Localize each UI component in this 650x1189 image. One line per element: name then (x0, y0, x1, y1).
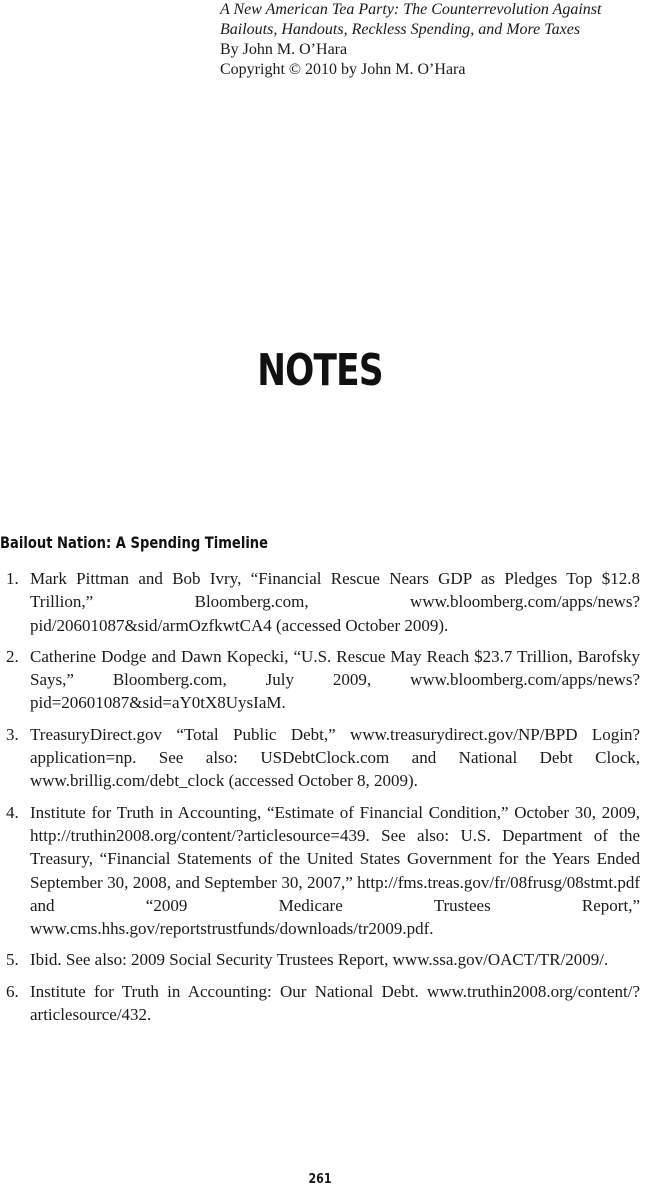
section-heading: Bailout Nation: A Spending Timeline (0, 533, 269, 552)
note-number: 3. (6, 724, 19, 744)
page-number: 261 (308, 1172, 332, 1187)
note-item (6, 948, 640, 971)
notes-list (6, 567, 640, 1034)
note-text: TreasuryDirect.gov “Total Public Debt,” www.treasurydirect.gov/NP/BPD Login?application=np. See also: USDebtClock.com and National Debt Clock, www.brillig.com/debt_clock (accessed October 8, 2009). (30, 724, 640, 791)
chapter-title: NOTES (257, 345, 383, 396)
book-title-line-2: Bailouts, Handouts, Reckless Spending, and More Taxes (220, 21, 581, 38)
copyright-line: Copyright © 2010 by John M. O’Hara (220, 61, 466, 78)
note-text: Catherine Dodge and Dawn Kopecki, “U.S. Rescue May Reach $23.7 Trillion, Barofsky Says,” Bloomberg.com, July 2009, www.bloomberg.com/apps/news?pid=20601087&sid=aY0tX8UysIaM. (30, 646, 640, 713)
note-number: 6. (6, 981, 19, 1001)
book-title-line-1: A New American Tea Party: The Counterrevolution Against (220, 1, 602, 18)
note-item (6, 723, 640, 793)
note-number: 4. (6, 802, 19, 822)
note-text: Ibid. See also: 2009 Social Security Trustees Report, www.ssa.gov/OACT/TR/2009/. (30, 950, 609, 970)
note-number: 1. (6, 569, 19, 588)
note-text: Institute for Truth in Accounting, “Estimate of Financial Condition,” October 30, 2009, http://truthin2008.org/content/?articlesource=439. See also: U.S. Department of the Treasury, “Financial Statements of the United States Government for the Years Ended September 30, 2008, and September 30, 2007,” http://fms.treas.gov/fr/08frusg/08stmt.pdf and “2009 Medicare Trustees Report,” www.cms.hhs.gov/reportstrustfunds/downloads/tr2009.pdf. (30, 802, 640, 939)
note-text: Mark Pittman and Bob Ivry, “Financial Rescue Nears GDP as Pledges Top $12.8 Trillion,” Bloomberg.com, www.bloomberg.com/apps/news?pid/20601087&sid/armOzfkwtCA4 (accessed October 2009). (30, 569, 640, 635)
note-item (6, 801, 640, 941)
note-item (6, 980, 640, 1027)
note-number: 5. (6, 950, 19, 970)
running-header (220, 0, 640, 80)
note-item (6, 645, 640, 715)
note-number: 2. (6, 646, 19, 666)
note-item (6, 567, 640, 637)
note-text: Institute for Truth in Accounting: Our National Debt. www.truthin2008.org/content/?articlesource/432. (30, 981, 640, 1025)
author-line: By John M. O’Hara (220, 41, 348, 58)
